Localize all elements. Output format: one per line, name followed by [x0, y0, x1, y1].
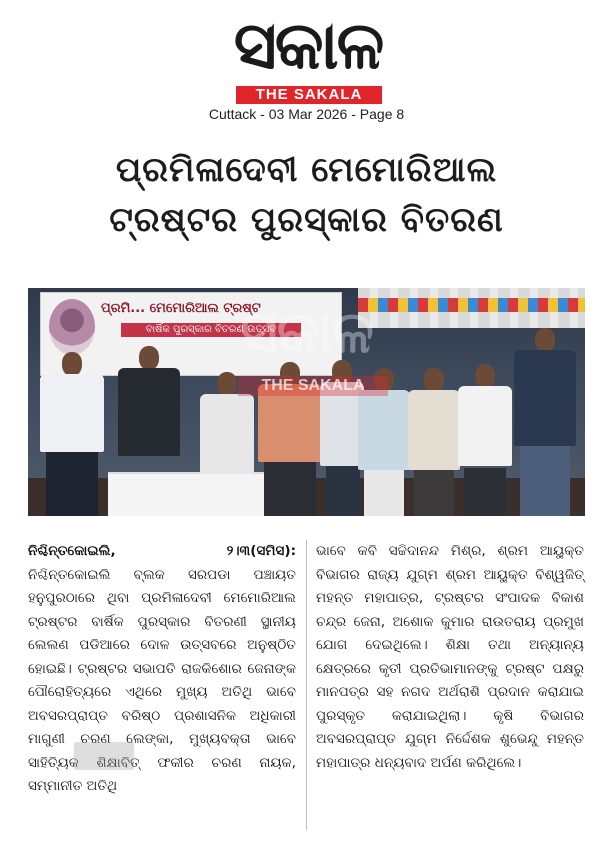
article-column-right [316, 540, 584, 775]
person-figure [458, 364, 512, 516]
headline-line-2: ଟ୍ରଷ୍ଟର ପୁରସ୍କାର ବିତରଣ [109, 200, 504, 240]
article-text-left: ନିଶ୍ଚିନ୍ତକୋଇଲି ବ୍ଲକ ସରପଡା ପଞ୍ଚାୟତ ହନୁପୁରଠାରେ ଥିବା ପ୍ରମିଳାଦେବୀ ମେମୋରିଆଲ ଟ୍ରଷ୍ଟର ବାର୍ଷିକ ପୁରସ୍କାର ବିତରଣୀ ସ୍ଥାନୀୟ ଲେଲଣ ପଡିଆରେ ଦୋଳ ଉତ୍ସବରେ ଅନୁଷ୍ଠିତ ହୋଇଛି। ଟ୍ରଷ୍ଟର ସଭାପତି ରାଜକିଶୋର ଜେନାଙ୍କ ପୌରୋହିତ୍ୟରେ ଏଥିରେ ମୁଖ୍ୟ ଅତିଥି ଭାବେ ଅବସରପ୍ରାପ୍ତ ବରିଷ୍ଠ ପ୍ରଶାସନିକ ଅଧିକାରୀ ମାଗୁଣୀ ଚରଣ ଲେଙ୍କା, ମୁଖ୍ୟବକ୍ତା ଭାବେ ସାହିତ୍ୟିକ ଶିକ୍ଷାବିତ୍ ଫକୀର ଚରଣ ନାୟକ, ସମ୍ମାନୀତ ଅତିଥି [28, 566, 296, 794]
event-photo [28, 288, 585, 516]
person-figure [408, 368, 460, 516]
watermark-band: THE SAKALA [238, 376, 388, 396]
banner-line-2: ବାର୍ଷିକ ପୁରସ୍କାର ବିତରଣ ଉତ୍ସବ [121, 323, 301, 337]
watermark-stamp [74, 742, 134, 770]
dateline-date: ୨।୩(ସମିସ): [226, 543, 296, 559]
watermark-logo: ସକାଳ [240, 298, 373, 366]
article-text-right: ଭାବେ କବି ସଚ୍ଚିଦାନନ୍ଦ ମିଶ୍ର, ଶ୍ରମ ଆୟୁକ୍ତ ବିଭାଗର ରାଜ୍ୟ ଯୁଗ୍ମ ଶ୍ରମ ଆୟୁକ୍ତ ବିଶ୍ୱଜିତ୍ ମହନ୍ତ ମହାପାତ୍ର, ଟ୍ରଷ୍ଟର ସଂପାଦକ ବିକାଶ ଚନ୍ଦ୍ର ଜେନା, ଅଶୋକ କୁମାର ରାଉତରାୟ ପ୍ରମୁଖ ଯୋଗ ଦେଇଥିଲେ। ଶିକ୍ଷା ତଥା ଅନ୍ୟାନ୍ୟ କ୍ଷେତ୍ରରେ କୃତୀ ପ୍ରତିଭାମାନଙ୍କୁ ଟ୍ରଷ୍ଟ ପକ୍ଷରୁ ମାନପତ୍ର ସହ ନଗଦ ଅର୍ଥରାଶି ପ୍ରଦାନ କରାଯାଇ ପୁରସ୍କୃତ କରାଯାଇଥିଲା। କୃଷି ବିଭାଗର ଅବସରପ୍ରାପ୍ତ ଯୁଗ୍ମ ନିର୍ଦ୍ଦେଶକ ଶୁଭେନ୍ଦୁ ମହନ୍ତ ମହାପାତ୍ର ଧନ୍ୟବାଦ ଅର୍ପଣ କରିଥିଲେ। [316, 543, 584, 771]
person-figure [40, 352, 104, 516]
newspaper-logo: ସକାଳ [233, 7, 383, 84]
banner-line-1: ପ୍ରମି... ମେମୋରିଆଲ ଟ୍ରଷ୍ଟ [101, 301, 261, 316]
masthead [0, 0, 613, 128]
article-dateline [28, 540, 296, 564]
logo-band: THE SAKALA [236, 86, 382, 104]
column-divider [306, 540, 307, 830]
edition-dateline: Cuttack - 03 Mar 2026 - Page 8 [208, 106, 405, 122]
headline-line-1: ପ୍ରମିଳାଦେବୀ ମେମୋରିଆଲ [115, 150, 498, 190]
dateline-place: ନିଶ୍ଚିନ୍ତକୋଇଲି, [28, 543, 116, 559]
article-column-left [28, 540, 296, 799]
